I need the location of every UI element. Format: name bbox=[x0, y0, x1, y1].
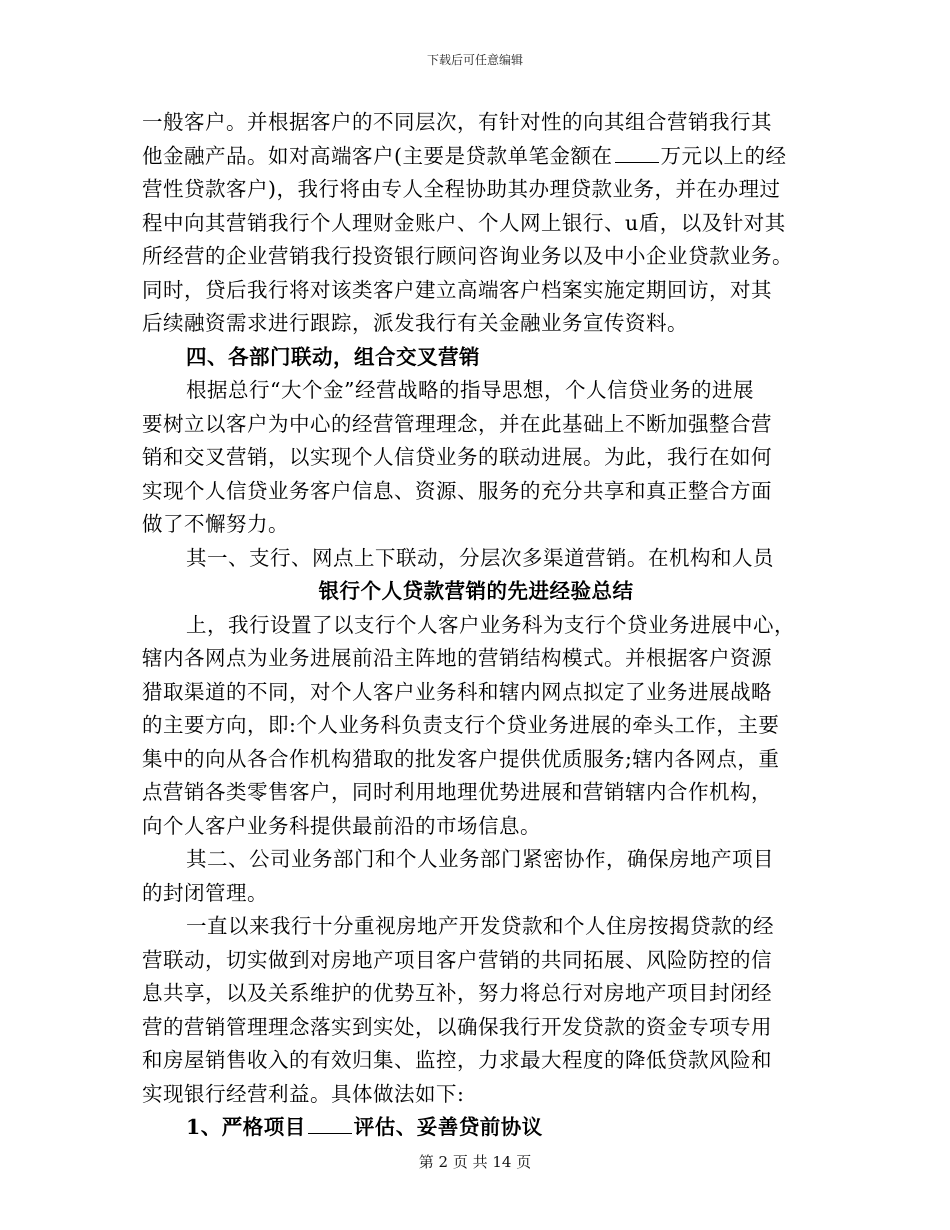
paragraph-line: 息共享，以及关系维护的优势互补，努力将总行对房地产项目封闭经 bbox=[142, 981, 772, 1005]
paragraph-line: 和房屋销售收入的有效归集、监控，力求最大程度的降低贷款风险和 bbox=[142, 1048, 772, 1072]
paragraph-line: 营性贷款客户)，我行将由专人全程协助其办理贷款业务，并在办理过 bbox=[142, 177, 781, 201]
paragraph-line: 做了不懈努力。 bbox=[142, 512, 289, 536]
paragraph-line: 猎取渠道的不同，对个人客户业务科和辖内网点拟定了业务进展战略 bbox=[142, 679, 772, 704]
paragraph-line: 一直以来我行十分重视房地产开发贷款和个人住房按揭贷款的经 bbox=[186, 914, 774, 938]
paragraph-line: 上，我行设置了以支行个人客户业务科为支行个贷业务进展中心， bbox=[186, 612, 795, 637]
paragraph-text: 万元以上的经 bbox=[660, 143, 787, 168]
subsection-heading bbox=[142, 1111, 810, 1145]
document-body bbox=[142, 106, 810, 1145]
paragraph-line: 营联动，切实做到对房地产项目客户营销的共同拓展、风险防控的信 bbox=[142, 947, 772, 972]
page-number: 第 2 页 共 14 页 bbox=[418, 1153, 532, 1171]
paragraph-line: 营的营销管理理念落实到实处，以确保我行开发贷款的资金专项专用 bbox=[142, 1014, 772, 1039]
paragraph-line: 的主要方向，即:个人业务科负责支行个贷业务进展的牵头工作，主要 bbox=[142, 713, 780, 737]
document-title: 银行个人贷款营销的先进经验总结 bbox=[318, 579, 634, 603]
section-heading: 四、各部门联动，组合交叉营销 bbox=[186, 344, 480, 369]
paragraph-line: 后续融资需求进行跟踪，派发我行有关金融业务宣传资料。 bbox=[142, 311, 688, 335]
paragraph-line: 辖内各网点为业务进展前沿主阵地的营销结构模式。并根据客户资源 bbox=[142, 646, 772, 670]
fill-in-blank bbox=[308, 1132, 352, 1134]
paragraph-line: 其二、公司业务部门和个人业务部门紧密协作，确保房地产项目 bbox=[186, 847, 774, 871]
paragraph-line: 根据总行“大个金”经营战略的指导思想，个人信贷业务的进展 bbox=[186, 378, 754, 402]
paragraph-line: 程中向其营销我行个人理财金账户、个人网上银行、u盾，以及针对其 bbox=[142, 210, 786, 235]
paragraph-line: 点营销各类零售客户，同时利用地理优势进展和营销辖内合作机构， bbox=[142, 780, 772, 804]
paragraph-line: 的封闭管理。 bbox=[142, 880, 268, 905]
paragraph-line: 要树立以客户为中心的经营管理理念，并在此基础上不断加强整合营 bbox=[142, 411, 772, 436]
fill-in-blank bbox=[615, 161, 659, 163]
paragraph-line: 销和交叉营销，以实现个人信贷业务的联动进展。为此，我行在如何 bbox=[142, 445, 772, 469]
paragraph-line: 实现个人信贷业务客户信息、资源、服务的充分共享和真正整合方面 bbox=[142, 478, 772, 503]
paragraph-line: 实现银行经营利益。具体做法如下: bbox=[142, 1081, 465, 1106]
paragraph-line: 一般客户。并根据客户的不同层次，有针对性的向其组合营销我行其 bbox=[142, 110, 772, 134]
paragraph-text: 他金融产品。如对高端客户(主要是贷款单笔金额在 bbox=[142, 143, 613, 168]
paragraph-line: 集中的向从各合作机构猎取的批发客户提供优质服务;辖内各网点，重 bbox=[142, 746, 780, 771]
paragraph-line: 所经营的企业营销我行投资银行顾问咨询业务以及中小企业贷款业务。 bbox=[142, 244, 793, 268]
paragraph-line: 向个人客户业务科提供最前沿的市场信息。 bbox=[142, 813, 541, 838]
paragraph-line: 其一、支行、网点上下联动，分层次多渠道营销。在机构和人员 bbox=[186, 545, 774, 570]
heading-text: 评估、妥善贷前协议 bbox=[353, 1115, 543, 1139]
paragraph-line: 同时，贷后我行将对该类客户建立高端客户档案实施定期回访，对其 bbox=[142, 277, 772, 302]
paragraph-line bbox=[142, 140, 810, 174]
heading-text: 1、严格项目 bbox=[186, 1115, 306, 1139]
page-header-note: 下载后可任意编辑 bbox=[426, 53, 523, 67]
